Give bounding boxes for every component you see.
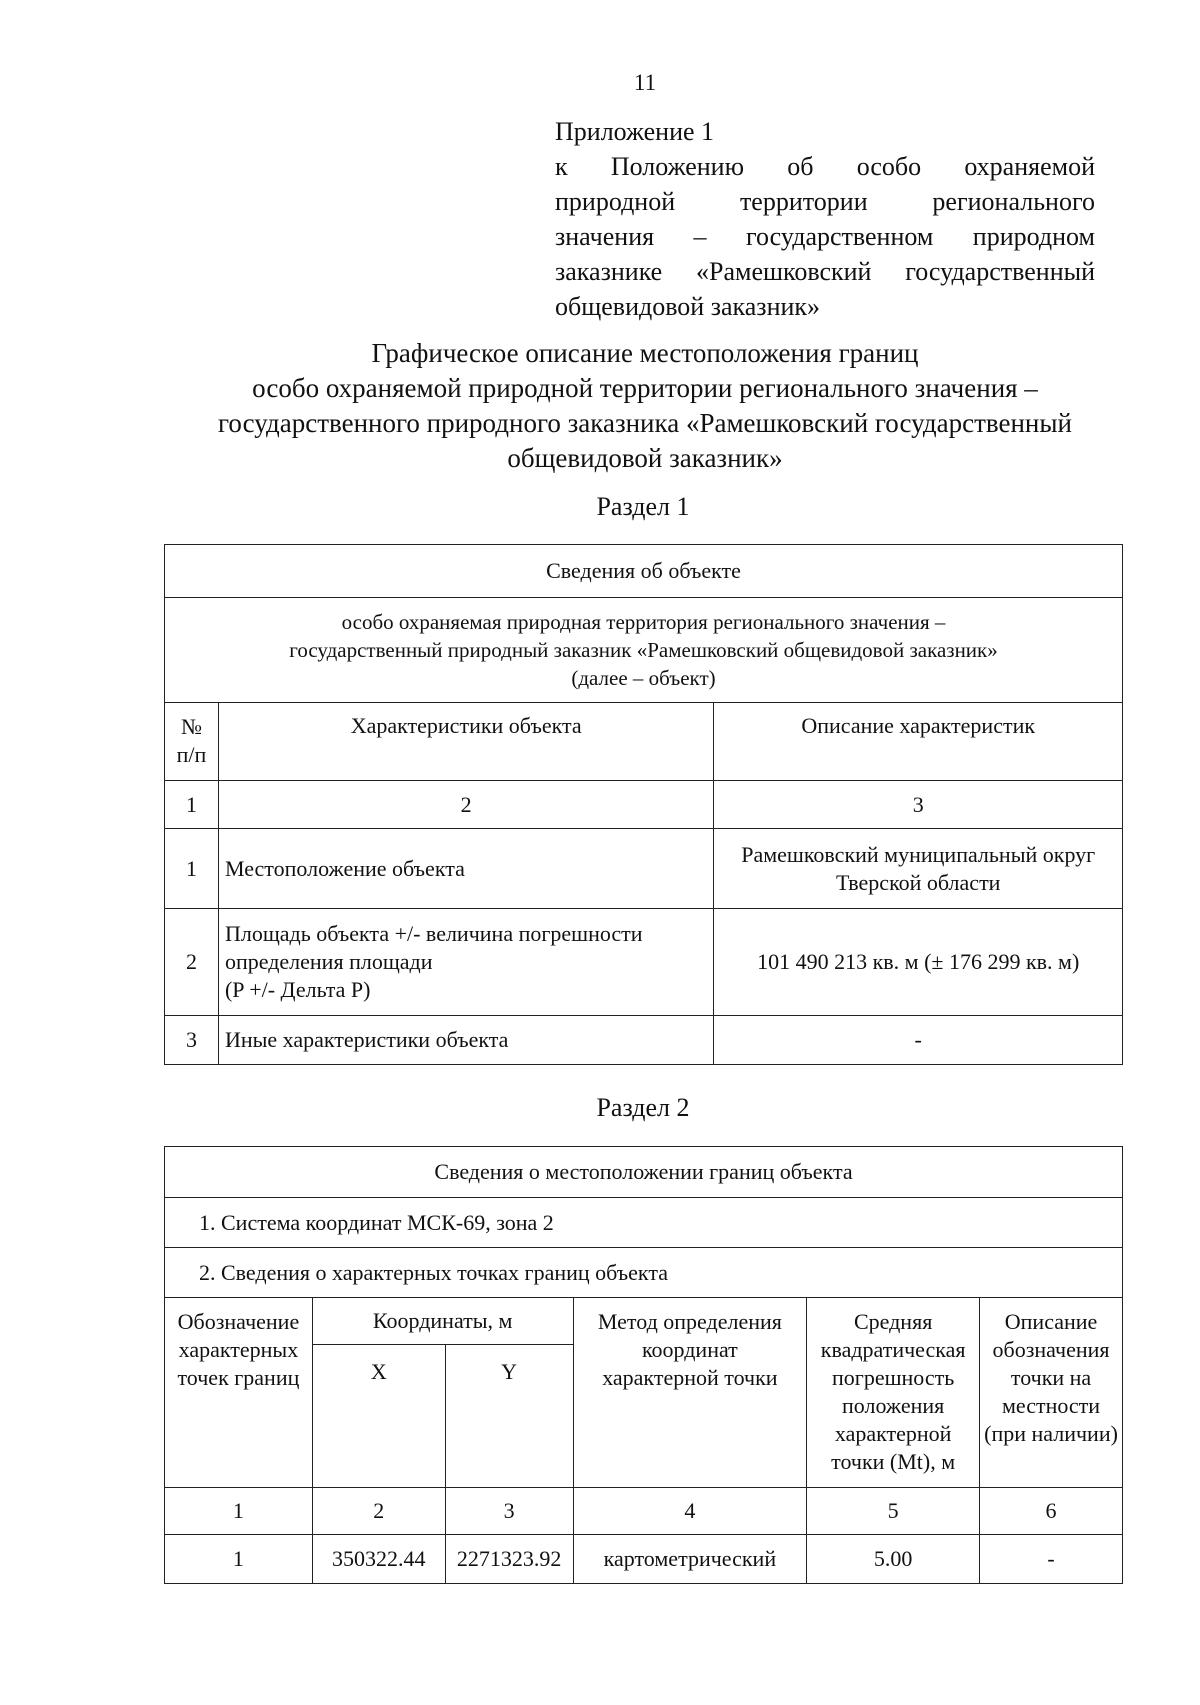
object-desc-line: (далее – объект): [571, 666, 716, 690]
appendix-block: [555, 114, 1095, 324]
row-char: Иные характеристики объекта: [218, 1016, 713, 1065]
row-num: 1: [165, 829, 219, 909]
appendix-title: Приложение 1: [555, 117, 715, 146]
section2-title: Раздел 2: [596, 1093, 690, 1122]
index-cell: 3: [714, 781, 1123, 829]
points-table: [164, 1247, 1123, 1584]
row-desc: Рамешковский муниципальный округ Тверской области: [714, 829, 1123, 909]
row-char-line: Площадь объекта +/- величина погрешности: [224, 921, 643, 946]
index-cell: 1: [165, 1488, 313, 1535]
point-id: 1: [165, 1535, 313, 1584]
row-num: 3: [165, 1016, 219, 1065]
point-x: 350322.44: [312, 1535, 445, 1584]
col-designation-header: Обозначение характерных точек границ: [165, 1298, 313, 1488]
document-title: [150, 336, 1140, 476]
row-desc: 101 490 213 кв. м (± 176 299 кв. м): [714, 909, 1123, 1016]
table-row: [165, 1535, 1123, 1584]
index-cell: 2: [312, 1488, 445, 1535]
index-cell: 4: [573, 1488, 807, 1535]
section2-info-table: [164, 1146, 1123, 1248]
appendix-line: природной территории регионального: [555, 187, 1095, 216]
appendix-line: значения – государственном природном: [555, 222, 1095, 251]
row-char-line: определения площади: [224, 949, 433, 974]
index-cell: 6: [980, 1488, 1123, 1535]
points-header: 2. Сведения о характерных точках границ объекта: [165, 1248, 1123, 1298]
row-char: [218, 909, 713, 1016]
coord-system: 1. Система координат МСК-69, зона 2: [165, 1198, 1123, 1248]
index-cell: 1: [165, 781, 219, 829]
col-y-header: Y: [445, 1345, 573, 1488]
section2-header: Сведения о местоположении границ объекта: [165, 1147, 1123, 1198]
col-num-header: № п/п: [165, 703, 219, 781]
point-y: 2271323.92: [445, 1535, 573, 1584]
col-point-desc-header: Описание обозначения точки на местности (при наличии): [980, 1298, 1123, 1488]
appendix-line: общевидовой заказник»: [555, 292, 821, 321]
index-cell: 5: [807, 1488, 980, 1535]
point-error: 5.00: [807, 1535, 980, 1584]
index-cell: 2: [218, 781, 713, 829]
title-line: общевидовой заказник»: [507, 443, 783, 473]
col-method-header: Метод определения координат характерной точки: [573, 1298, 807, 1488]
index-cell: 3: [445, 1488, 573, 1535]
section1-table: [164, 544, 1123, 1065]
row-num: 2: [165, 909, 219, 1016]
object-desc-line: особо охраняемая природная территория регионального значения –: [341, 610, 946, 634]
title-line: Графическое описание местоположения границ: [371, 338, 919, 368]
point-desc: -: [980, 1535, 1123, 1584]
title-line: государственного природного заказника «Рамешковский государственный: [218, 408, 1072, 438]
object-desc-line: государственный природный заказник «Рамешковский общевидовой заказник»: [289, 638, 998, 662]
point-method: картометрический: [573, 1535, 807, 1584]
title-line: особо охраняемой природной территории регионального значения –: [252, 373, 1038, 403]
col-x-header: X: [312, 1345, 445, 1488]
row-char-line: (P +/- Дельта P): [224, 977, 371, 1002]
row-char: Местоположение объекта: [218, 829, 713, 909]
col-coords-header: Координаты, м: [312, 1298, 573, 1345]
col-char-header: Характеристики объекта: [218, 703, 713, 781]
page-number: 11: [633, 70, 657, 95]
appendix-line: к Положению об особо охраняемой: [555, 152, 1095, 181]
col-desc-header: Описание характеристик: [714, 703, 1123, 781]
row-desc: -: [714, 1016, 1123, 1065]
appendix-line: заказнике «Рамешковский государственный: [555, 257, 1095, 286]
col-error-header: Средняя квадратическая погрешность положения характерной точки (Mt), м: [807, 1298, 980, 1488]
section1-title: Раздел 1: [596, 492, 690, 521]
section1-header: Сведения об объекте: [165, 545, 1123, 598]
object-description: [165, 598, 1123, 703]
